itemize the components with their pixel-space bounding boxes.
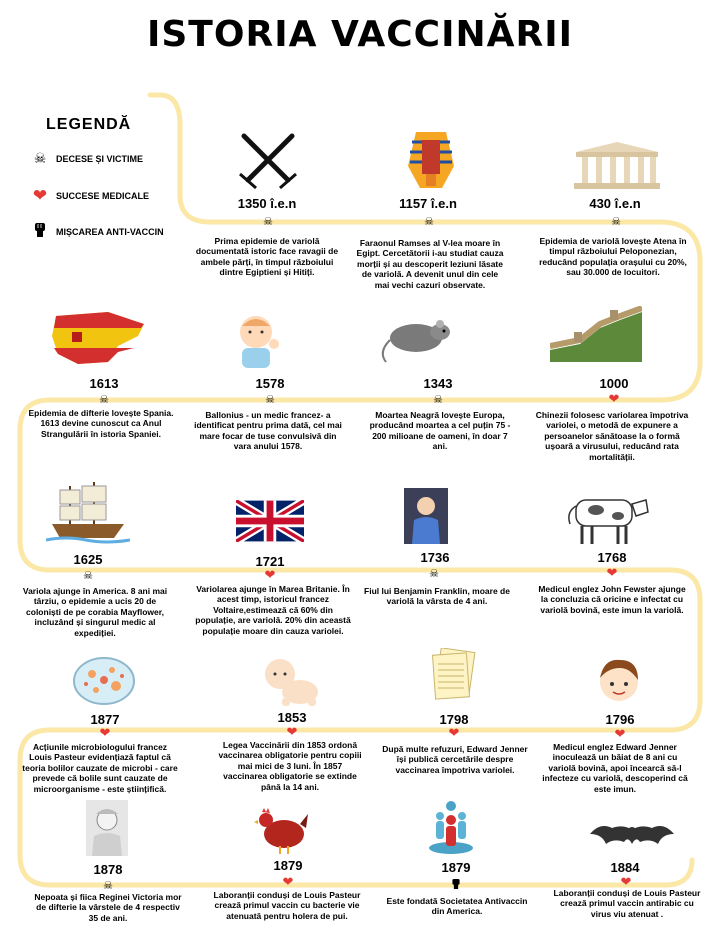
event-description: Laboranții conduși de Louis Pasteur crează primul vaccin cu bacterie vie atenuată pentru holera de pui. [213,890,361,921]
boy-icon [596,656,642,713]
event-description: Variola ajunge în America. 8 ani mai târziu, o epidemie a ucis 20 de coloniști de pe corabia Mayflower, incluzând și singurul medic al expediției. [22,586,168,638]
heart-icon: ❤ [282,874,294,889]
event-description: Moartea Neagră lovește Europa, producând moartea a cel puțin 75 - 200 milioane de oameni, în doar 7 ani. [369,410,511,452]
heart-icon: ❤ [614,726,626,741]
legend-item-deaths [30,150,143,167]
event-year: 1613 [89,376,119,391]
heart-icon: ❤ [620,874,632,889]
crossed-swords-icon [236,130,300,195]
event-description: Acțiunile microbiologului francez Louis Pasteur evidențiază faptul că teoria bolilor cauzate de microbi - care prevede că bolile sunt cauzate de microorganisme - este științifică. [22,742,178,794]
papers-icon [426,648,476,709]
event-year: 1625 [73,552,103,567]
event-year: 1796 [605,712,635,727]
great-wall-icon [550,306,642,367]
event-description: Fiul lui Benjamin Franklin, moare de variolă la vârsta de 4 ani. [364,586,510,607]
skull-icon: ☠ [263,216,273,228]
skull-icon: ☠ [265,394,275,406]
skull-icon: ☠ [433,394,443,406]
event-description: Epidemia de variolă lovește Atena în timpul războiului Peloponezian, reducând populația orașului cu 20%, sau 30.000 de locuitori. [539,236,687,278]
legend-label: DECESE ȘI VICTIME [56,153,144,164]
skull-icon: ☠ [103,880,113,892]
heart-icon: ❤ [448,725,460,740]
legend-label: MIȘCAREA ANTI-VACCIN [56,226,164,237]
event-description: Medicul englez John Fewster ajunge la concluzia că oricine e infectat cu variolă bovină, este imun la variolă. [538,584,686,615]
heart-icon: ❤ [606,565,618,580]
chicken-icon [254,806,310,861]
event-year: 1877 [90,712,120,727]
fist-icon [450,878,462,893]
legend-item-success [30,186,149,206]
legend-title: LEGENDĂ [46,116,132,133]
sailing-ship-icon [46,480,130,551]
event-description: După multe refuzuri, Edward Jenner își publică cercetările despre vaccinarea împotriva variolei. [382,744,528,775]
heart-icon: ❤ [32,186,48,205]
society-people-icon [428,800,474,861]
event-description: Medicul englez Edward Jenner inoculează un băiat de 8 ani cu variolă bovină, apoi încearcă să-l infecteze cu variolă, descoperind că este imun. [542,742,688,794]
event-description: Chinezii folosesc variolarea împotriva variolei, o metodă de expunere a persoanelor sănătoase la o formă ușoară a virusului, reducând rata mortalității. [535,410,689,462]
event-year: 1736 [420,550,450,565]
skull-icon: ☠ [83,570,93,582]
fist-icon [30,222,50,241]
event-year: 1343 [423,376,453,391]
skull-icon: ☠ [99,394,109,406]
uk-flag-icon [236,500,304,547]
event-description: Este fondată Societatea Antivaccin din America. [386,896,528,917]
event-description: Laboranții conduși de Louis Pasteur crează primul vaccin antirabic cu virus viu atenuat . [553,888,701,919]
heart-icon: ❤ [608,391,620,406]
event-description: Faraonul Ramses al V-lea moare în Egipt. Cercetătorii i-au studiat cauza morții și au descoperit leziuni lăsate de variolă. A devenit unul din cele mai vechi cazuri observate. [356,238,504,290]
event-description: Prima epidemie de variolă documentată istoric face ravagii de ambele părți, în timpul războiului dintre Egiptieni și Hitiți. [195,236,339,278]
portrait-child-icon [404,488,448,549]
heart-icon: ❤ [286,724,298,739]
portrait-girl-icon [86,800,128,861]
bat-icon [590,820,674,859]
event-year: 1721 [255,554,285,569]
legend-item-antivax [30,222,164,241]
event-year: 1000 [599,376,629,391]
skull-icon: ☠ [424,216,434,228]
page-title: ISTORIA VACCINĂRII [146,14,573,55]
event-year: 1798 [439,712,469,727]
event-description: Nepoata și fiica Reginei Victoria mor de difterie la vârstele de 4 respectiv 35 de ani. [34,892,182,923]
event-year: 1578 [255,376,285,391]
heart-icon: ❤ [99,725,111,740]
cow-icon [556,490,652,553]
event-description: Legea Vaccinării din 1853 ordonă vaccinarea obligatorie pentru copiii mai mici de 3 luni. În 1857 vaccinarea obligatorie se extinde până la 14 ani. [218,740,362,792]
event-description: Variolarea ajunge în Marea Britanie. În acest timp, istoricul francez Voltaire,estimează că 60% din populație, are variolă. 20% din această populație moare din cauza variolei. [195,584,351,636]
event-year: 1350 î.e.n [237,196,297,211]
skull-icon: ☠ [429,568,439,580]
event-description: Epidemia de difterie lovește Spania. 1613 devine cunoscut ca Anul Strangulării în istoria Spaniei. [28,408,174,439]
pharaoh-icon [402,126,460,197]
event-year: 1768 [597,550,627,565]
event-year: 1157 î.e.n [399,196,457,211]
event-year: 1879 [441,860,471,875]
petri-dish-icon [72,656,136,711]
legend-label: SUCCESE MEDICALE [56,191,150,201]
spain-map-icon [48,306,154,373]
heart-icon: ❤ [264,567,276,582]
event-year: 1853 [277,710,307,725]
event-year: 1878 [93,862,123,877]
baby-icon [258,656,320,713]
event-year: 1879 [273,858,303,873]
rat-icon [374,316,454,371]
event-description: Ballonius - un medic francez- a identificat pentru prima dată, cel mai mare focar de tuse convulsivă din vara anului 1578. [194,410,342,452]
coughing-child-icon [234,312,284,375]
skull-icon: ☠ [33,150,47,166]
event-year: 430 î.e.n [589,196,641,211]
event-year: 1884 [610,860,640,875]
skull-icon: ☠ [611,216,621,228]
greek-temple-icon [572,142,662,195]
